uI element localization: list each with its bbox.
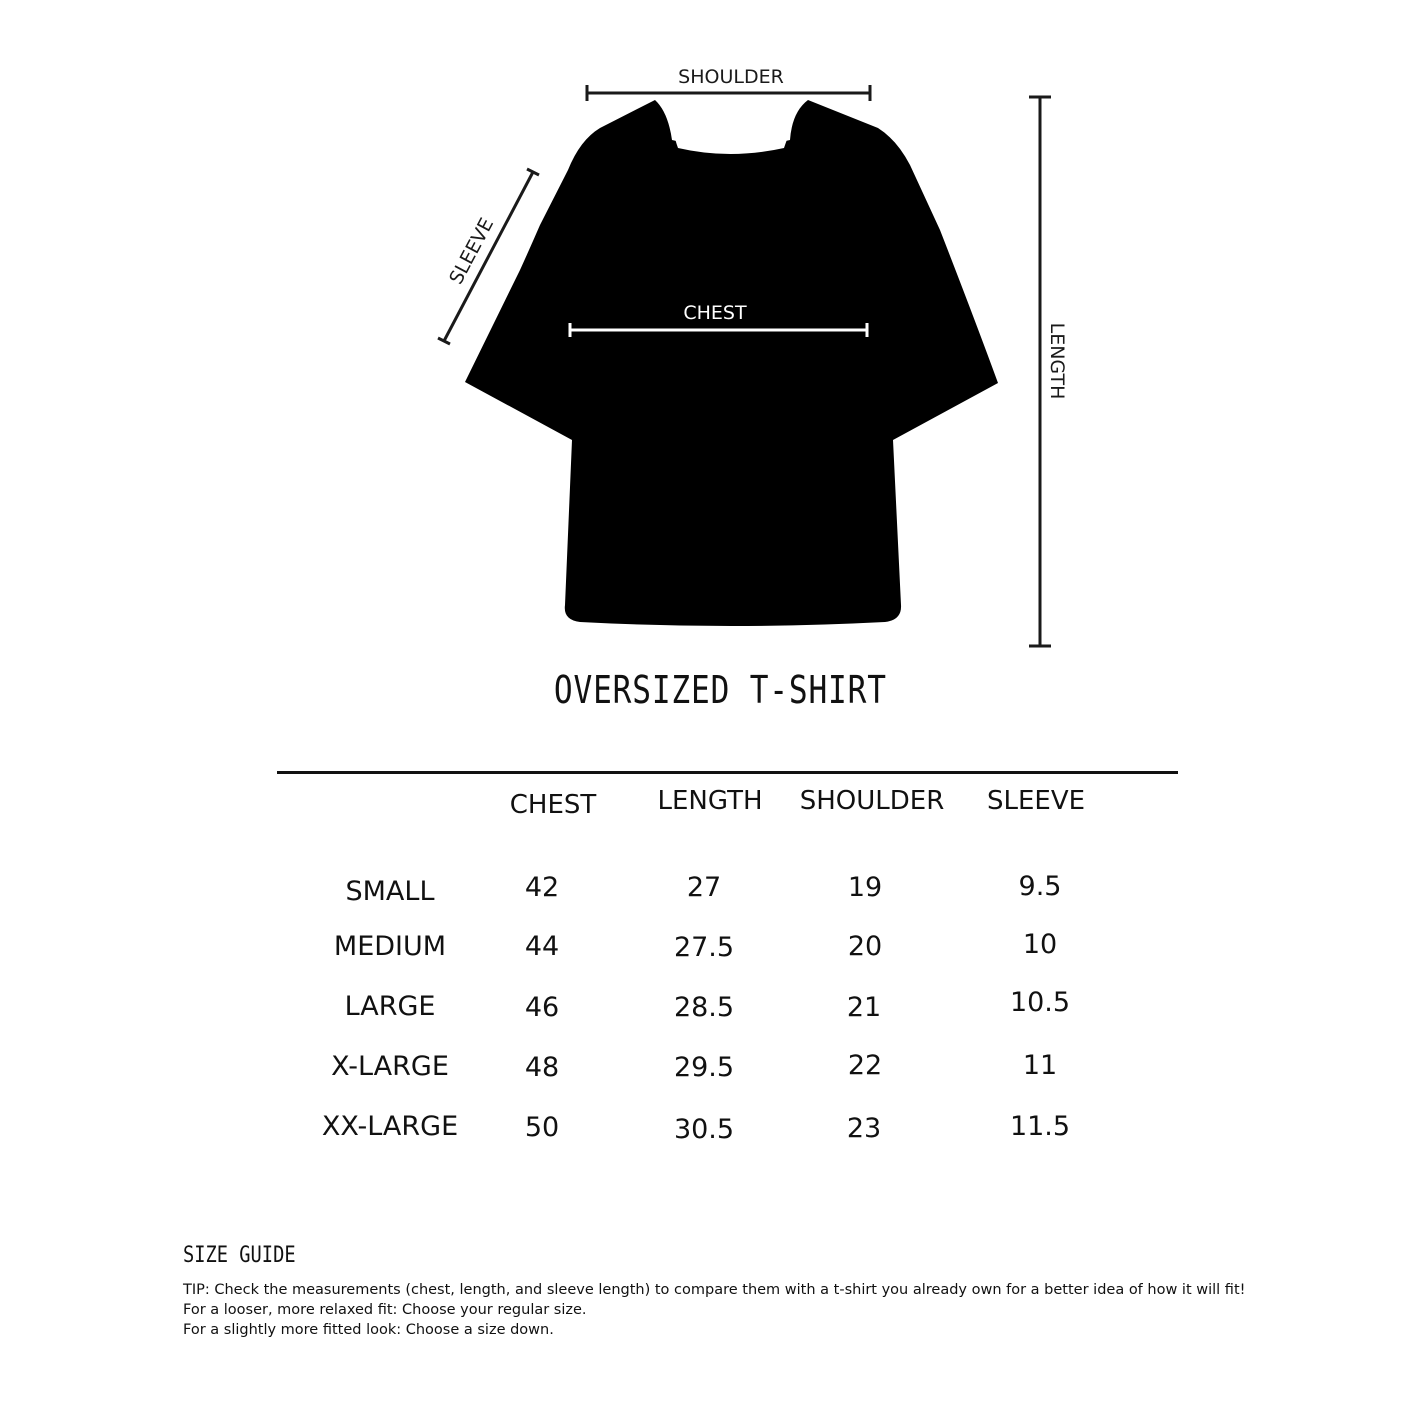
large-sleeve: 10.5 (1009, 987, 1071, 1018)
size-guide-title: SIZE GUIDE (183, 1243, 296, 1268)
small-shoulder: 19 (847, 872, 883, 903)
chest-label: CHEST (683, 302, 747, 324)
table-top-rule (277, 771, 1178, 774)
column-header-chest: CHEST (509, 790, 597, 820)
xx-large-sleeve: 11.5 (1009, 1111, 1071, 1142)
size-x-large: X-LARGE (331, 1051, 449, 1082)
small-sleeve: 9.5 (1018, 871, 1062, 902)
size-small: SMALL (345, 876, 435, 907)
small-length: 27 (686, 872, 722, 903)
size-medium: MEDIUM (333, 931, 447, 962)
size-guide-loose-fit: For a looser, more relaxed fit: Choose your regular size. (183, 1302, 587, 1318)
column-header-shoulder: SHOULDER (799, 786, 945, 816)
xx-large-chest: 50 (524, 1112, 560, 1143)
size-xx-large: XX-LARGE (321, 1111, 459, 1142)
large-chest: 46 (524, 992, 560, 1023)
large-length: 28.5 (673, 992, 735, 1023)
column-header-sleeve: SLEEVE (986, 786, 1086, 816)
size-large: LARGE (344, 991, 436, 1022)
small-chest: 42 (524, 872, 560, 903)
size-guide-fitted-look: For a slightly more fitted look: Choose a size down. (183, 1322, 554, 1338)
product-title: OVERSIZED T-SHIRT (553, 668, 887, 712)
x-large-length: 29.5 (673, 1052, 735, 1083)
x-large-shoulder: 22 (847, 1050, 883, 1081)
sleeve-label: SLEEVE (445, 214, 499, 288)
medium-chest: 44 (524, 931, 560, 962)
medium-shoulder: 20 (847, 931, 883, 962)
xx-large-length: 30.5 (673, 1114, 735, 1145)
xx-large-shoulder: 23 (846, 1113, 882, 1144)
x-large-chest: 48 (524, 1052, 560, 1083)
shoulder-label: SHOULDER (678, 66, 784, 88)
medium-length: 27.5 (673, 932, 735, 963)
size-guide-tip: TIP: Check the measurements (chest, length, and sleeve length) to compare them with a t-shirt you already own for a better idea of how it will fit! (183, 1282, 1246, 1298)
length-label: LENGTH (1046, 322, 1068, 400)
x-large-sleeve: 11 (1022, 1050, 1058, 1081)
large-shoulder: 21 (846, 992, 882, 1023)
tshirt-diagram (0, 0, 1420, 660)
column-header-length: LENGTH (657, 786, 763, 816)
tshirt-silhouette (465, 100, 998, 626)
collar-opening (672, 126, 792, 154)
medium-sleeve: 10 (1022, 929, 1058, 960)
